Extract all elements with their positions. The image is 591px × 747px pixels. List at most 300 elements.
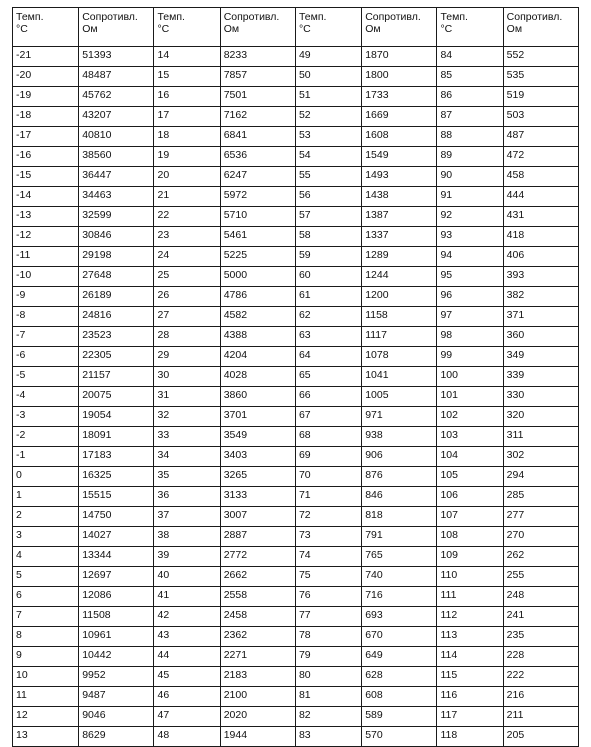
temperature-cell: -1 xyxy=(13,447,79,467)
temperature-cell: 67 xyxy=(295,407,361,427)
temperature-cell: 51 xyxy=(295,87,361,107)
resistance-cell: 12697 xyxy=(79,567,154,587)
table-row xyxy=(13,107,579,127)
resistance-cell: 431 xyxy=(503,207,578,227)
resistance-cell: 1200 xyxy=(362,287,437,307)
resistance-cell: 3133 xyxy=(220,487,295,507)
resistance-cell: 45762 xyxy=(79,87,154,107)
resistance-cell: 1669 xyxy=(362,107,437,127)
table-body xyxy=(13,47,579,747)
temperature-cell: -6 xyxy=(13,347,79,367)
resistance-cell: 649 xyxy=(362,647,437,667)
resistance-cell: 1117 xyxy=(362,327,437,347)
temperature-cell: 29 xyxy=(154,347,220,367)
table-row xyxy=(13,387,579,407)
temperature-cell: 93 xyxy=(437,227,503,247)
temperature-cell: 111 xyxy=(437,587,503,607)
resistance-cell: 906 xyxy=(362,447,437,467)
resistance-cell: 535 xyxy=(503,67,578,87)
resistance-cell: 285 xyxy=(503,487,578,507)
temperature-cell: 37 xyxy=(154,507,220,527)
resistance-cell: 791 xyxy=(362,527,437,547)
temperature-cell: 11 xyxy=(13,687,79,707)
resistance-cell: 2271 xyxy=(220,647,295,667)
resistance-cell: 1800 xyxy=(362,67,437,87)
resistance-cell: 1870 xyxy=(362,47,437,67)
table-row xyxy=(13,67,579,87)
resistance-cell: 818 xyxy=(362,507,437,527)
temperature-cell: 69 xyxy=(295,447,361,467)
resistance-cell: 876 xyxy=(362,467,437,487)
resistance-cell: 589 xyxy=(362,707,437,727)
temperature-cell: 113 xyxy=(437,627,503,647)
table-row xyxy=(13,147,579,167)
temperature-cell: 73 xyxy=(295,527,361,547)
table-row xyxy=(13,527,579,547)
table-row xyxy=(13,447,579,467)
temperature-cell: 18 xyxy=(154,127,220,147)
resistance-cell: 393 xyxy=(503,267,578,287)
temperature-cell: 35 xyxy=(154,467,220,487)
resistance-cell: 740 xyxy=(362,567,437,587)
resistance-cell: 12086 xyxy=(79,587,154,607)
resistance-cell: 216 xyxy=(503,687,578,707)
temperature-cell: 83 xyxy=(295,727,361,747)
temperature-cell: 57 xyxy=(295,207,361,227)
resistance-cell: 13344 xyxy=(79,547,154,567)
temperature-cell: 38 xyxy=(154,527,220,547)
table-row xyxy=(13,707,579,727)
resistance-cell: 5972 xyxy=(220,187,295,207)
temperature-cell: 17 xyxy=(154,107,220,127)
resistance-cell: 255 xyxy=(503,567,578,587)
table-row xyxy=(13,127,579,147)
table-row xyxy=(13,687,579,707)
temperature-cell: 28 xyxy=(154,327,220,347)
temperature-cell: -7 xyxy=(13,327,79,347)
resistance-cell: 330 xyxy=(503,387,578,407)
table-row xyxy=(13,187,579,207)
temperature-cell: 90 xyxy=(437,167,503,187)
resistance-cell: 9952 xyxy=(79,667,154,687)
temperature-cell: -20 xyxy=(13,67,79,87)
resistance-cell: 2183 xyxy=(220,667,295,687)
temperature-cell: 50 xyxy=(295,67,361,87)
temperature-cell: 61 xyxy=(295,287,361,307)
resistance-cell: 1387 xyxy=(362,207,437,227)
table-row xyxy=(13,567,579,587)
resistance-cell: 8629 xyxy=(79,727,154,747)
resistance-cell: 17183 xyxy=(79,447,154,467)
resistance-cell: 16325 xyxy=(79,467,154,487)
temperature-cell: 85 xyxy=(437,67,503,87)
temperature-cell: 75 xyxy=(295,567,361,587)
header-resistance: Сопротивл. Ом xyxy=(362,8,437,47)
table-row xyxy=(13,47,579,67)
resistance-cell: 4582 xyxy=(220,307,295,327)
resistance-cell: 7857 xyxy=(220,67,295,87)
resistance-cell: 32599 xyxy=(79,207,154,227)
header-temp: Темп. °C xyxy=(154,8,220,47)
temperature-cell: 91 xyxy=(437,187,503,207)
resistance-cell: 2558 xyxy=(220,587,295,607)
resistance-cell: 503 xyxy=(503,107,578,127)
resistance-cell: 262 xyxy=(503,547,578,567)
temperature-cell: 98 xyxy=(437,327,503,347)
resistance-cell: 24816 xyxy=(79,307,154,327)
temperature-cell: 55 xyxy=(295,167,361,187)
temperature-cell: 86 xyxy=(437,87,503,107)
resistance-cell: 608 xyxy=(362,687,437,707)
temperature-cell: 10 xyxy=(13,667,79,687)
table-row xyxy=(13,307,579,327)
temperature-cell: -9 xyxy=(13,287,79,307)
table-row xyxy=(13,727,579,747)
resistance-cell: 670 xyxy=(362,627,437,647)
resistance-cell: 3549 xyxy=(220,427,295,447)
resistance-cell: 6841 xyxy=(220,127,295,147)
thermistor-resistance-table xyxy=(12,7,579,747)
temperature-cell: 45 xyxy=(154,667,220,687)
resistance-cell: 1005 xyxy=(362,387,437,407)
resistance-cell: 10442 xyxy=(79,647,154,667)
temperature-cell: 118 xyxy=(437,727,503,747)
resistance-cell: 693 xyxy=(362,607,437,627)
table-row xyxy=(13,627,579,647)
temperature-cell: -10 xyxy=(13,267,79,287)
resistance-cell: 222 xyxy=(503,667,578,687)
temperature-cell: 104 xyxy=(437,447,503,467)
temperature-cell: 9 xyxy=(13,647,79,667)
temperature-cell: 82 xyxy=(295,707,361,727)
temperature-cell: 24 xyxy=(154,247,220,267)
temperature-cell: 6 xyxy=(13,587,79,607)
resistance-cell: 4204 xyxy=(220,347,295,367)
temperature-cell: 22 xyxy=(154,207,220,227)
resistance-cell: 7162 xyxy=(220,107,295,127)
resistance-cell: 23523 xyxy=(79,327,154,347)
temperature-cell: 8 xyxy=(13,627,79,647)
temperature-cell: 117 xyxy=(437,707,503,727)
temperature-cell: -14 xyxy=(13,187,79,207)
temperature-cell: 56 xyxy=(295,187,361,207)
temperature-cell: 58 xyxy=(295,227,361,247)
header-resistance: Сопротивл. Ом xyxy=(79,8,154,47)
resistance-cell: 5461 xyxy=(220,227,295,247)
resistance-cell: 22305 xyxy=(79,347,154,367)
resistance-cell: 3403 xyxy=(220,447,295,467)
temperature-cell: 107 xyxy=(437,507,503,527)
resistance-cell: 3265 xyxy=(220,467,295,487)
temperature-cell: -19 xyxy=(13,87,79,107)
temperature-cell: 52 xyxy=(295,107,361,127)
resistance-cell: 1944 xyxy=(220,727,295,747)
resistance-cell: 487 xyxy=(503,127,578,147)
temperature-cell: 16 xyxy=(154,87,220,107)
temperature-cell: -2 xyxy=(13,427,79,447)
temperature-cell: 81 xyxy=(295,687,361,707)
table-row xyxy=(13,207,579,227)
temperature-cell: -18 xyxy=(13,107,79,127)
temperature-cell: 94 xyxy=(437,247,503,267)
temperature-cell: 89 xyxy=(437,147,503,167)
resistance-cell: 339 xyxy=(503,367,578,387)
resistance-cell: 2887 xyxy=(220,527,295,547)
temperature-cell: 65 xyxy=(295,367,361,387)
temperature-cell: 44 xyxy=(154,647,220,667)
resistance-cell: 5000 xyxy=(220,267,295,287)
resistance-cell: 294 xyxy=(503,467,578,487)
resistance-cell: 371 xyxy=(503,307,578,327)
resistance-cell: 15515 xyxy=(79,487,154,507)
temperature-cell: 43 xyxy=(154,627,220,647)
temperature-cell: 72 xyxy=(295,507,361,527)
temperature-cell: 103 xyxy=(437,427,503,447)
temperature-cell: 46 xyxy=(154,687,220,707)
temperature-cell: 110 xyxy=(437,567,503,587)
resistance-cell: 552 xyxy=(503,47,578,67)
resistance-cell: 2100 xyxy=(220,687,295,707)
temperature-cell: 47 xyxy=(154,707,220,727)
temperature-cell: -4 xyxy=(13,387,79,407)
temperature-cell: 14 xyxy=(154,47,220,67)
temperature-cell: 2 xyxy=(13,507,79,527)
resistance-cell: 30846 xyxy=(79,227,154,247)
resistance-cell: 2662 xyxy=(220,567,295,587)
resistance-cell: 382 xyxy=(503,287,578,307)
temperature-cell: 4 xyxy=(13,547,79,567)
table-row xyxy=(13,227,579,247)
resistance-cell: 1158 xyxy=(362,307,437,327)
table-row xyxy=(13,327,579,347)
resistance-cell: 211 xyxy=(503,707,578,727)
temperature-cell: 84 xyxy=(437,47,503,67)
temperature-cell: 96 xyxy=(437,287,503,307)
temperature-cell: 1 xyxy=(13,487,79,507)
temperature-cell: -17 xyxy=(13,127,79,147)
table-row xyxy=(13,287,579,307)
table-row xyxy=(13,467,579,487)
temperature-cell: 95 xyxy=(437,267,503,287)
temperature-cell: 71 xyxy=(295,487,361,507)
temperature-cell: 41 xyxy=(154,587,220,607)
temperature-cell: 115 xyxy=(437,667,503,687)
temperature-cell: 105 xyxy=(437,467,503,487)
resistance-cell: 418 xyxy=(503,227,578,247)
resistance-cell: 349 xyxy=(503,347,578,367)
temperature-cell: 74 xyxy=(295,547,361,567)
header-temp: Темп. °C xyxy=(13,8,79,47)
resistance-cell: 1549 xyxy=(362,147,437,167)
resistance-cell: 27648 xyxy=(79,267,154,287)
resistance-cell: 458 xyxy=(503,167,578,187)
resistance-cell: 302 xyxy=(503,447,578,467)
temperature-cell: 78 xyxy=(295,627,361,647)
resistance-cell: 241 xyxy=(503,607,578,627)
temperature-cell: -21 xyxy=(13,47,79,67)
temperature-cell: 114 xyxy=(437,647,503,667)
resistance-cell: 1041 xyxy=(362,367,437,387)
resistance-cell: 5710 xyxy=(220,207,295,227)
resistance-cell: 270 xyxy=(503,527,578,547)
resistance-cell: 360 xyxy=(503,327,578,347)
temperature-cell: 5 xyxy=(13,567,79,587)
temperature-cell: 99 xyxy=(437,347,503,367)
temperature-cell: -15 xyxy=(13,167,79,187)
temperature-cell: 15 xyxy=(154,67,220,87)
resistance-cell: 320 xyxy=(503,407,578,427)
temperature-cell: 33 xyxy=(154,427,220,447)
temperature-cell: 106 xyxy=(437,487,503,507)
temperature-cell: 23 xyxy=(154,227,220,247)
table-row xyxy=(13,87,579,107)
resistance-cell: 26189 xyxy=(79,287,154,307)
table-row xyxy=(13,347,579,367)
temperature-cell: 0 xyxy=(13,467,79,487)
temperature-cell: 25 xyxy=(154,267,220,287)
resistance-cell: 5225 xyxy=(220,247,295,267)
temperature-cell: 59 xyxy=(295,247,361,267)
resistance-cell: 444 xyxy=(503,187,578,207)
resistance-cell: 1493 xyxy=(362,167,437,187)
temperature-cell: 40 xyxy=(154,567,220,587)
table-row xyxy=(13,167,579,187)
resistance-cell: 6536 xyxy=(220,147,295,167)
resistance-cell: 34463 xyxy=(79,187,154,207)
resistance-cell: 20075 xyxy=(79,387,154,407)
temperature-cell: 39 xyxy=(154,547,220,567)
temperature-cell: 63 xyxy=(295,327,361,347)
resistance-cell: 765 xyxy=(362,547,437,567)
temperature-cell: 68 xyxy=(295,427,361,447)
resistance-cell: 235 xyxy=(503,627,578,647)
resistance-cell: 2362 xyxy=(220,627,295,647)
resistance-cell: 3701 xyxy=(220,407,295,427)
temperature-cell: 92 xyxy=(437,207,503,227)
temperature-cell: -5 xyxy=(13,367,79,387)
temperature-cell: 7 xyxy=(13,607,79,627)
table-row xyxy=(13,247,579,267)
resistance-cell: 2458 xyxy=(220,607,295,627)
resistance-cell: 11508 xyxy=(79,607,154,627)
resistance-cell: 43207 xyxy=(79,107,154,127)
temperature-cell: 116 xyxy=(437,687,503,707)
resistance-cell: 2772 xyxy=(220,547,295,567)
resistance-cell: 29198 xyxy=(79,247,154,267)
temperature-cell: 80 xyxy=(295,667,361,687)
resistance-cell: 14750 xyxy=(79,507,154,527)
resistance-cell: 1078 xyxy=(362,347,437,367)
temperature-cell: 79 xyxy=(295,647,361,667)
header-row xyxy=(13,8,579,47)
temperature-cell: 88 xyxy=(437,127,503,147)
temperature-cell: 77 xyxy=(295,607,361,627)
resistance-cell: 4028 xyxy=(220,367,295,387)
resistance-cell: 519 xyxy=(503,87,578,107)
temperature-cell: 32 xyxy=(154,407,220,427)
table-row xyxy=(13,267,579,287)
table-row xyxy=(13,607,579,627)
temperature-cell: 102 xyxy=(437,407,503,427)
temperature-cell: 101 xyxy=(437,387,503,407)
temperature-cell: -11 xyxy=(13,247,79,267)
resistance-cell: 2020 xyxy=(220,707,295,727)
resistance-cell: 1438 xyxy=(362,187,437,207)
table-row xyxy=(13,487,579,507)
resistance-cell: 1337 xyxy=(362,227,437,247)
resistance-cell: 846 xyxy=(362,487,437,507)
temperature-cell: 66 xyxy=(295,387,361,407)
temperature-cell: 26 xyxy=(154,287,220,307)
temperature-cell: -3 xyxy=(13,407,79,427)
temperature-cell: 62 xyxy=(295,307,361,327)
resistance-cell: 628 xyxy=(362,667,437,687)
temperature-cell: 76 xyxy=(295,587,361,607)
table-row xyxy=(13,647,579,667)
resistance-cell: 1733 xyxy=(362,87,437,107)
resistance-cell: 9046 xyxy=(79,707,154,727)
temperature-cell: 42 xyxy=(154,607,220,627)
resistance-cell: 205 xyxy=(503,727,578,747)
temperature-cell: 112 xyxy=(437,607,503,627)
temperature-cell: -8 xyxy=(13,307,79,327)
resistance-cell: 716 xyxy=(362,587,437,607)
temperature-cell: 100 xyxy=(437,367,503,387)
resistance-cell: 48487 xyxy=(79,67,154,87)
temperature-cell: 87 xyxy=(437,107,503,127)
resistance-cell: 971 xyxy=(362,407,437,427)
temperature-cell: 97 xyxy=(437,307,503,327)
resistance-cell: 8233 xyxy=(220,47,295,67)
resistance-cell: 6247 xyxy=(220,167,295,187)
resistance-cell: 21157 xyxy=(79,367,154,387)
table-row xyxy=(13,587,579,607)
temperature-cell: 19 xyxy=(154,147,220,167)
temperature-cell: 27 xyxy=(154,307,220,327)
temperature-cell: 70 xyxy=(295,467,361,487)
temperature-cell: 108 xyxy=(437,527,503,547)
temperature-cell: 13 xyxy=(13,727,79,747)
resistance-cell: 4786 xyxy=(220,287,295,307)
header-temp: Темп. °C xyxy=(437,8,503,47)
temperature-cell: 36 xyxy=(154,487,220,507)
temperature-cell: 34 xyxy=(154,447,220,467)
table-row xyxy=(13,367,579,387)
resistance-cell: 14027 xyxy=(79,527,154,547)
temperature-cell: -16 xyxy=(13,147,79,167)
resistance-cell: 570 xyxy=(362,727,437,747)
temperature-cell: 31 xyxy=(154,387,220,407)
resistance-cell: 9487 xyxy=(79,687,154,707)
resistance-cell: 406 xyxy=(503,247,578,267)
temperature-cell: 60 xyxy=(295,267,361,287)
table-row xyxy=(13,407,579,427)
table-row xyxy=(13,507,579,527)
resistance-table-container xyxy=(12,7,579,747)
resistance-cell: 19054 xyxy=(79,407,154,427)
temperature-cell: 109 xyxy=(437,547,503,567)
resistance-cell: 4388 xyxy=(220,327,295,347)
temperature-cell: 21 xyxy=(154,187,220,207)
resistance-cell: 3007 xyxy=(220,507,295,527)
resistance-cell: 1289 xyxy=(362,247,437,267)
header-resistance: Сопротивл. Ом xyxy=(220,8,295,47)
resistance-cell: 7501 xyxy=(220,87,295,107)
resistance-cell: 1608 xyxy=(362,127,437,147)
table-row xyxy=(13,667,579,687)
temperature-cell: 3 xyxy=(13,527,79,547)
temperature-cell: -12 xyxy=(13,227,79,247)
